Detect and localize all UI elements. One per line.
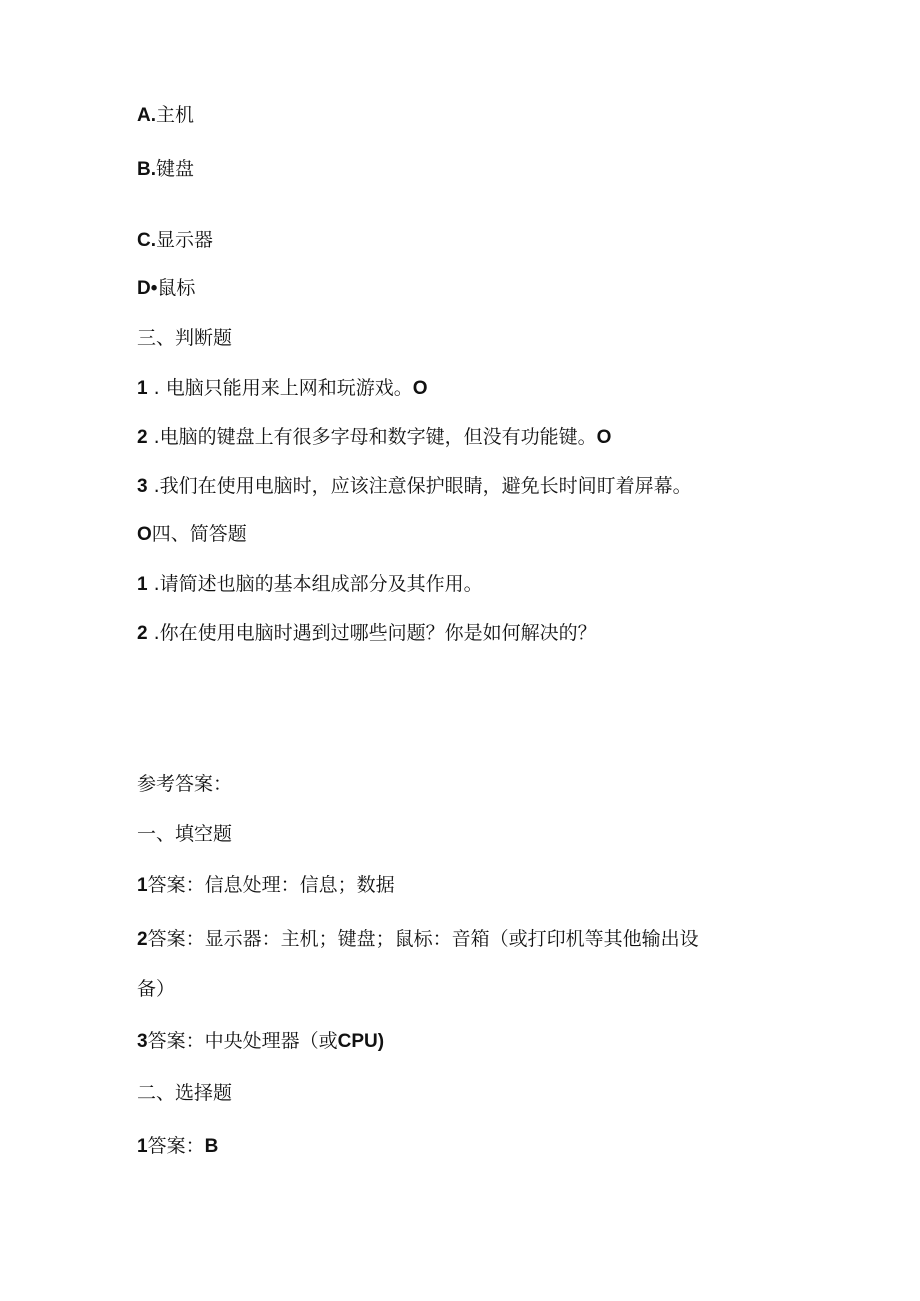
answer-mark: O [412,378,428,399]
item-text: 答案：信息处理：信息；数据 [147,874,395,896]
item-number: 1 [137,1136,148,1157]
judge-item-3 [137,474,692,499]
item-number: 2 [137,623,148,644]
section-title-choice: 二、选择题 [137,1082,233,1104]
item-number: 2 [137,427,148,448]
item-text: 答案：中央处理器（或 [147,1030,338,1052]
item-text: 备） [137,978,176,1000]
option-b [137,157,194,182]
item-number: 3 [137,476,148,497]
option-a [137,103,194,128]
option-text: 鼠标 [157,277,196,299]
fill-answer-2 [137,927,699,952]
item-number: 1 [137,875,148,896]
item-text: .电脑的键盘上有很多字母和数字键，但没有功能键。 [147,426,597,448]
option-letter: A. [137,105,156,126]
section-title-text: 四、简答题 [151,523,247,545]
fill-answer-1 [137,873,395,898]
fill-answer-2-cont [137,977,175,1001]
item-number: 3 [137,1031,148,1052]
section-title-judge: 三、判断题 [137,327,233,349]
item-text: .请简述也脑的基本组成部分及其作用。 [147,573,483,595]
item-text: .你在使用电脑时遇到过哪些问题？你是如何解决的？ [147,622,597,644]
item-text: .我们在使用电脑时，应该注意保护眼睛，避免长时间盯着屏幕。 [147,475,692,497]
short-item-2 [137,621,597,646]
answers-title: 参考答案： [137,773,233,795]
option-text: 显示器 [156,229,214,251]
option-letter: B. [137,159,156,180]
short-item-1 [137,572,483,597]
choice-answer-1 [137,1134,218,1159]
section-title-short [137,522,247,547]
section-title-fill: 一、填空题 [137,823,233,845]
option-letter: D• [137,278,158,299]
option-c [137,228,213,253]
option-text: 键盘 [156,158,195,180]
fill-answer-3 [137,1029,384,1054]
item-number: 1 [137,574,148,595]
item-text: 答案：显示器：主机；键盘；鼠标：音箱（或打印机等其他输出设 [147,928,699,950]
judge-item-2 [137,425,611,450]
item-text: 答案： [147,1135,205,1157]
judge-item-1 [137,376,427,401]
option-text: 主机 [156,104,195,126]
option-letter: C. [137,230,156,251]
item-number: 1 [137,378,148,399]
answer-mark: O [596,427,612,448]
item-number: 2 [137,929,148,950]
item-suffix: B [204,1136,219,1157]
item-suffix: CPU) [337,1031,385,1052]
item-text: . 电脑只能用来上网和玩游戏。 [147,377,413,399]
answer-mark: O [137,524,152,545]
option-d [137,276,195,301]
